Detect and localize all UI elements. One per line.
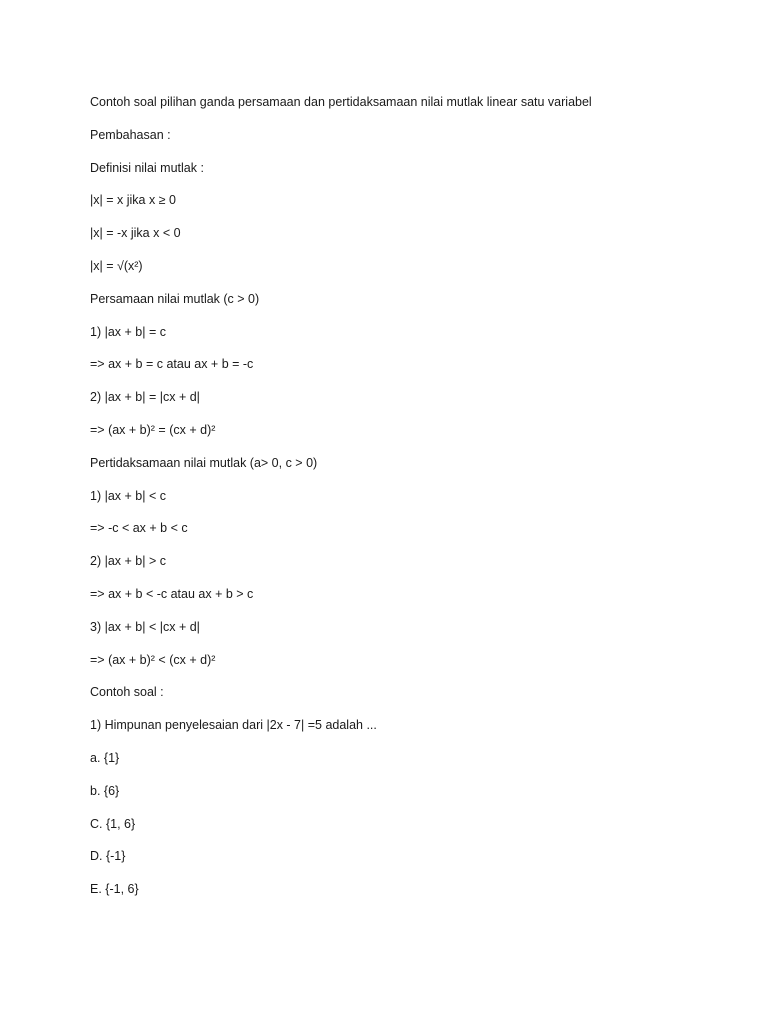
option-b: b. {6}	[90, 783, 120, 798]
heading-persamaan: Persamaan nilai mutlak (c > 0)	[90, 291, 260, 306]
formula-line: 1) |ax + b| < c	[90, 488, 166, 503]
heading-pertidaksamaan: Pertidaksamaan nilai mutlak (a> 0, c > 0)	[90, 455, 318, 470]
formula-line: => -c < ax + b < c	[90, 521, 188, 536]
question-text: 1) Himpunan penyelesaian dari |2x - 7| =5 adalah ...	[90, 718, 377, 733]
formula-line: => ax + b < -c atau ax + b > c	[90, 586, 254, 601]
formula-line: 1) |ax + b| = c	[90, 324, 166, 339]
document-body	[90, 94, 730, 914]
formula-line: |x| = √(x²)	[90, 258, 143, 273]
formula-line: => (ax + b)² = (cx + d)²	[90, 422, 216, 437]
option-a: a. {1}	[90, 750, 120, 765]
heading-pembahasan: Pembahasan :	[90, 127, 171, 142]
option-e: E. {-1, 6}	[90, 882, 139, 897]
formula-line: 2) |ax + b| > c	[90, 554, 166, 569]
formula-line: |x| = x jika x ≥ 0	[90, 193, 176, 208]
formula-line: |x| = -x jika x < 0	[90, 226, 181, 241]
option-c: C. {1, 6}	[90, 816, 136, 831]
heading-contoh-soal: Contoh soal :	[90, 685, 164, 700]
heading-definisi: Definisi nilai mutlak :	[90, 160, 204, 175]
option-d: D. {-1}	[90, 849, 126, 864]
document-title: Contoh soal pilihan ganda persamaan dan pertidaksamaan nilai mutlak linear satu variabel	[90, 95, 592, 109]
formula-line: 3) |ax + b| < |cx + d|	[90, 619, 200, 634]
formula-line: => ax + b = c atau ax + b = -c	[90, 357, 254, 372]
formula-line: 2) |ax + b| = |cx + d|	[90, 390, 200, 405]
formula-line: => (ax + b)² < (cx + d)²	[90, 652, 216, 667]
